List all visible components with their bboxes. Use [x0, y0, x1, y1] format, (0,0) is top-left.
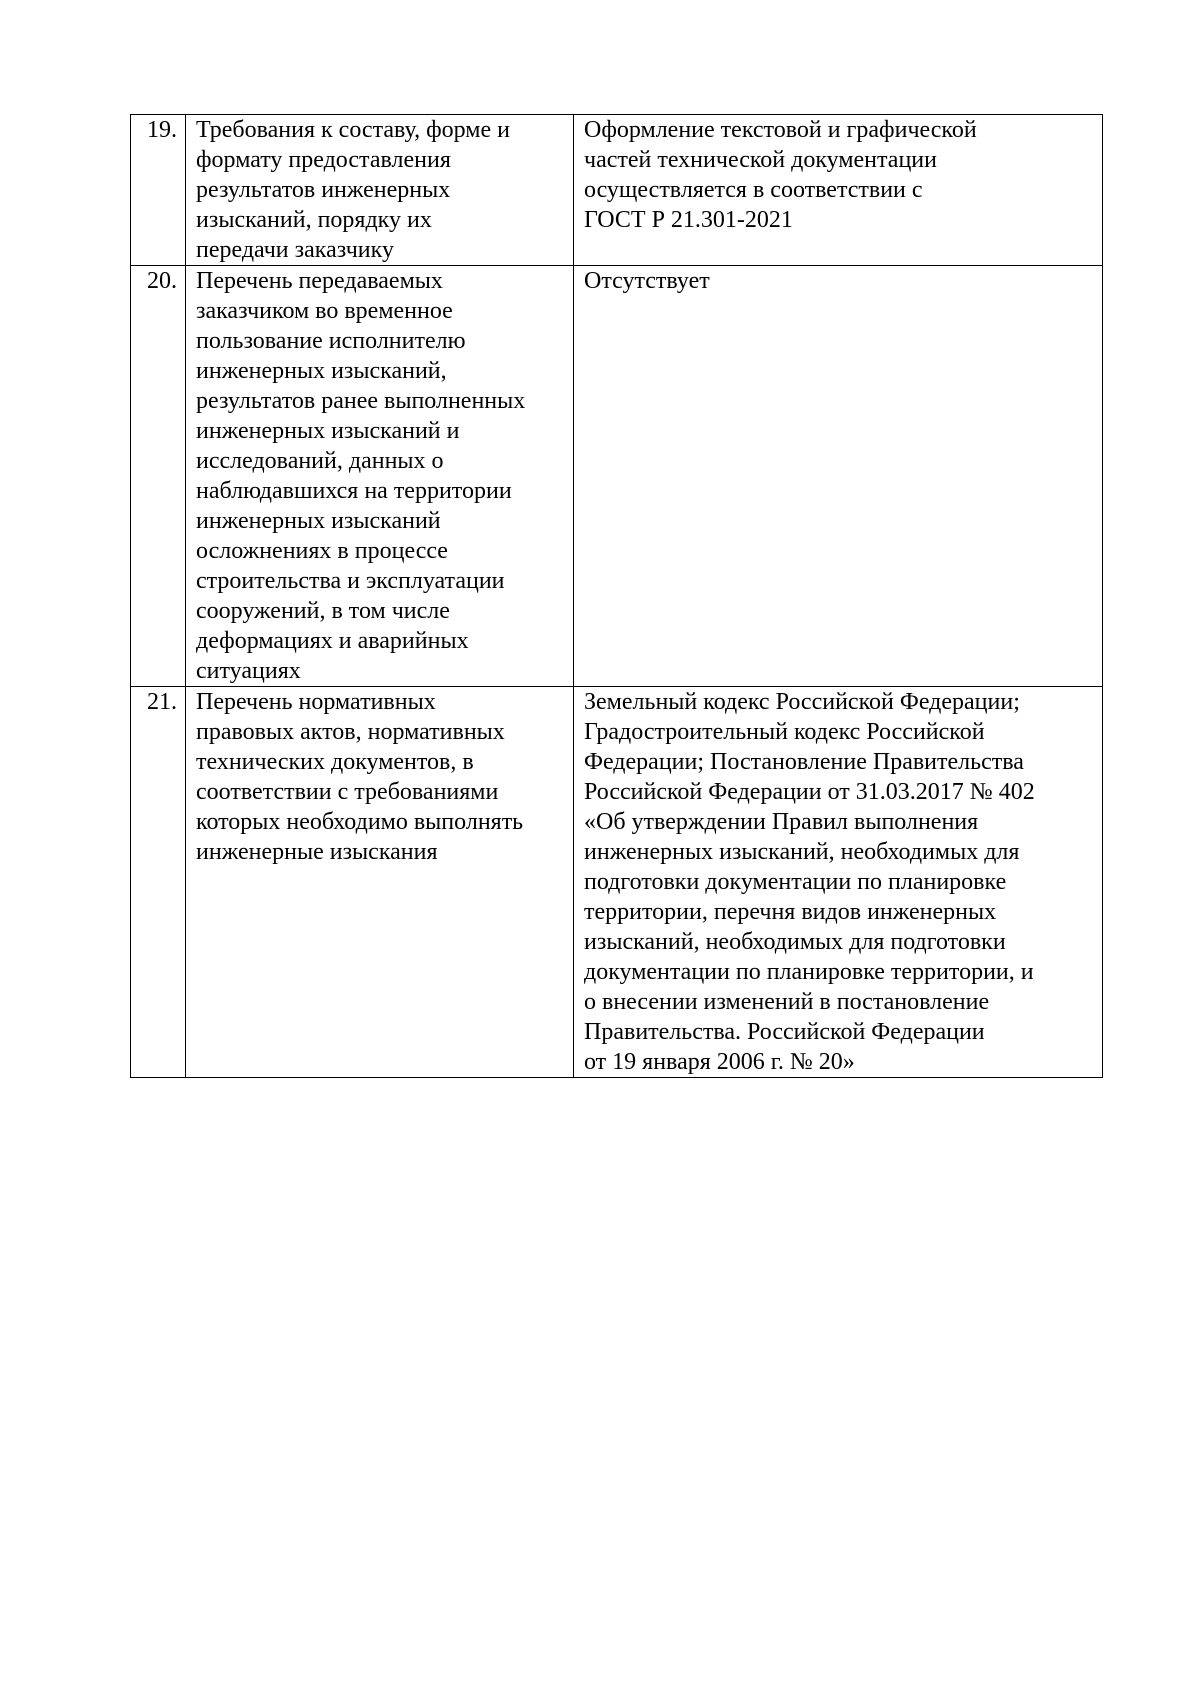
text-line: инженерных изысканий и — [196, 418, 460, 444]
text-line: формату предоставления — [196, 147, 451, 173]
text-line: документации по планировке территории, и — [584, 959, 1034, 985]
text-line: передачи заказчику — [196, 237, 394, 263]
text-line: о внесении изменений в постановление — [584, 989, 990, 1015]
text-line: Федерации; Постановление Правительства — [584, 749, 1024, 775]
row-number: 20. — [131, 266, 186, 687]
text-line: ситуациях — [196, 658, 301, 684]
text-line: инженерные изыскания — [196, 839, 438, 865]
requirement-value-cell — [574, 266, 1103, 687]
requirement-name-cell — [186, 266, 574, 687]
requirement-name-cell — [186, 687, 574, 1078]
text-line: Перечень передаваемых — [196, 268, 443, 294]
text-line: изысканий, необходимых для подготовки — [584, 929, 1006, 955]
text-line: Российской Федерации от 31.03.2017 № 402 — [584, 779, 1035, 805]
table-row — [131, 687, 1103, 1078]
text-line: Градостроительный кодекс Российской — [584, 719, 985, 745]
requirements-table — [130, 114, 1103, 1078]
text-line: Правительства. Российской Федерации — [584, 1019, 985, 1045]
text-line: Оформление текстовой и графической — [584, 117, 977, 143]
text-line: наблюдавшихся на территории — [196, 478, 512, 504]
text-line: заказчиком во временное — [196, 298, 453, 324]
text-line: деформациях и аварийных — [196, 628, 469, 654]
text-line: от 19 января 2006 г. № 20» — [584, 1049, 855, 1075]
text-line: инженерных изысканий, необходимых для — [584, 839, 1020, 865]
text-line: ГОСТ Р 21.301-2021 — [584, 207, 793, 233]
text-line: инженерных изысканий — [196, 508, 441, 534]
text-line: осложнениях в процессе — [196, 538, 448, 564]
text-line: исследований, данных о — [196, 448, 444, 474]
text-line: результатов ранее выполненных — [196, 388, 526, 414]
text-line: правовых актов, нормативных — [196, 719, 505, 745]
text-line: «Об утверждении Правил выполнения — [584, 809, 979, 835]
row-number: 21. — [131, 687, 186, 1078]
text-line: частей технической документации — [584, 147, 937, 173]
text-line: инженерных изысканий, — [196, 358, 447, 384]
text-line: сооружений, в том числе — [196, 598, 450, 624]
table-row — [131, 266, 1103, 687]
text-line: Требования к составу, форме и — [196, 117, 510, 143]
table-row — [131, 115, 1103, 266]
text-line: строительства и эксплуатации — [196, 568, 505, 594]
text-line: территории, перечня видов инженерных — [584, 899, 997, 925]
text-line: подготовки документации по планировке — [584, 869, 1007, 895]
text-line: соответствии с требованиями — [196, 779, 499, 805]
row-number: 19. — [131, 115, 186, 266]
requirement-value-cell — [574, 687, 1103, 1078]
requirement-value-cell — [574, 115, 1103, 266]
text-line: технических документов, в — [196, 749, 474, 775]
text-line: результатов инженерных — [196, 177, 451, 203]
text-line: осуществляется в соответствии с — [584, 177, 923, 203]
text-line: Земельный кодекс Российской Федерации; — [584, 689, 1020, 715]
text-line: Отсутствует — [584, 268, 710, 294]
requirement-name-cell — [186, 115, 574, 266]
text-line: пользование исполнителю — [196, 328, 466, 354]
text-line: которых необходимо выполнять — [196, 809, 524, 835]
text-line: Перечень нормативных — [196, 689, 436, 715]
text-line: изысканий, порядку их — [196, 207, 432, 233]
